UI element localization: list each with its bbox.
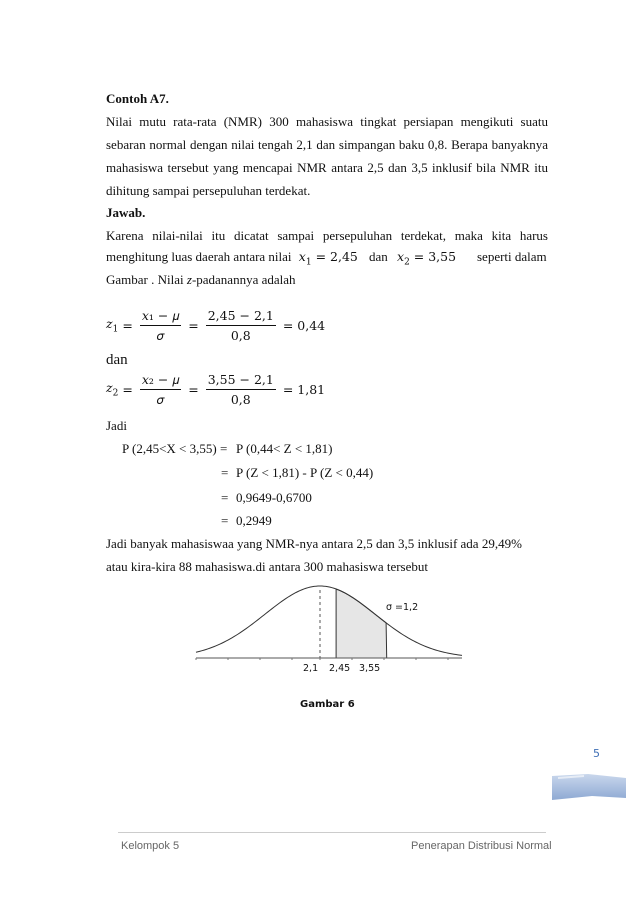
x2-value: = 3,55 xyxy=(413,249,457,264)
tick-label-x2: 3,55 xyxy=(359,663,381,674)
conclusion-line-1: Jadi banyak mahasiswaa yang NMR-nya antara 2,5 dan 3,5 inklusif ada 29,49% xyxy=(106,536,522,551)
footer-divider xyxy=(118,832,546,833)
answer-line-2-dan: dan xyxy=(369,249,388,264)
fraction-denominator: 0,8 xyxy=(230,392,251,407)
example-heading: Contoh A7. xyxy=(106,91,169,106)
z1-symbol: $z_1$ xyxy=(106,316,119,335)
z1-result: = 0,44 xyxy=(282,318,326,333)
jadi-label: Jadi xyxy=(106,418,127,433)
fraction-numerator: 2,45 − 2,1 xyxy=(206,308,276,326)
problem-line-2: sebaran normal dengan nilai tengah 2,1 dan simpangan baku 0,8. Berapa banyaknya xyxy=(106,137,548,152)
answer-line-3-part2: -padanannya adalah xyxy=(191,272,296,287)
x1-equation: $x_1 = 2,45$ xyxy=(298,249,358,268)
answer-line-2-part3: seperti dalam xyxy=(477,249,547,264)
x2-equation: $x_2 = 3,55$ xyxy=(397,249,457,268)
shaded-area xyxy=(336,589,387,658)
footer-left: Kelompok 5 xyxy=(121,840,180,852)
fraction-denominator: 𝜎 xyxy=(156,392,165,407)
prob-line-4-right: 0,2949 xyxy=(236,513,272,528)
fraction-denominator: 0,8 xyxy=(230,328,251,343)
x1-value: = 2,45 xyxy=(315,249,358,264)
tick-label-mean: 2,1 xyxy=(303,663,319,674)
prob-line-2-right: P (Z < 1,81) - P (Z < 0,44) xyxy=(236,465,374,480)
fraction-numerator: 𝑥₁ − 𝜇 xyxy=(140,308,181,326)
fraction-denominator: 𝜎 xyxy=(156,328,165,343)
figure-caption: Gambar 6 xyxy=(300,699,355,710)
prob-line-2-left: = xyxy=(221,465,229,480)
prob-line-3-left: = xyxy=(221,490,229,505)
equals-sign: = xyxy=(188,318,199,333)
problem-line-4: dihitung sampai persepuluhan terdekat. xyxy=(106,183,311,198)
page-number: 5 xyxy=(593,747,600,760)
tick-label-x1: 2,45 xyxy=(329,663,351,674)
z-letter: z xyxy=(186,272,192,287)
answer-heading: Jawab. xyxy=(106,205,146,220)
equals-sign: = xyxy=(188,382,199,397)
dan-label: dan xyxy=(106,352,128,368)
answer-line-1: Karena nilai-nilai itu dicatat sampai persepuluhan terdekat, maka kita harus xyxy=(106,228,548,243)
answer-line-2-part1: menghitung luas daerah antara nilai xyxy=(106,249,292,264)
prob-line-1-left: P (2,45<X < 3,55) = xyxy=(122,441,228,456)
problem-line-1: Nilai mutu rata-rata (NMR) 300 mahasiswa tingkat persiapan mengikuti suatu xyxy=(106,114,548,129)
conclusion-line-2: atau kira-kira 88 mahasiswa.di antara 300 mahasiswa tersebut xyxy=(106,559,428,574)
fraction-numerator: 3,55 − 2,1 xyxy=(206,372,276,390)
prob-line-3-right: 0,9649-0,6700 xyxy=(236,490,312,505)
bell-curve xyxy=(196,586,462,655)
page-corner-decoration xyxy=(548,772,638,802)
prob-line-1-right: P (0,44< Z < 1,81) xyxy=(236,441,333,456)
problem-line-3: mahasiswa tersebut yang mencapai NMR antara 2,5 dan 3,5 inklusif bila NMR itu xyxy=(106,160,548,175)
fraction-numerator: 𝑥₂ − 𝜇 xyxy=(140,372,181,390)
equals-sign: = xyxy=(122,382,133,397)
prob-line-4-left: = xyxy=(221,513,229,528)
z2-result: = 1,81 xyxy=(282,382,326,397)
answer-line-3-part1: Gambar . Nilai xyxy=(106,272,184,287)
sigma-label: σ =1,2 xyxy=(386,602,419,613)
footer-right: Penerapan Distribusi Normal xyxy=(411,840,552,852)
z2-symbol: $z_2$ xyxy=(106,380,119,399)
equals-sign: = xyxy=(122,318,133,333)
